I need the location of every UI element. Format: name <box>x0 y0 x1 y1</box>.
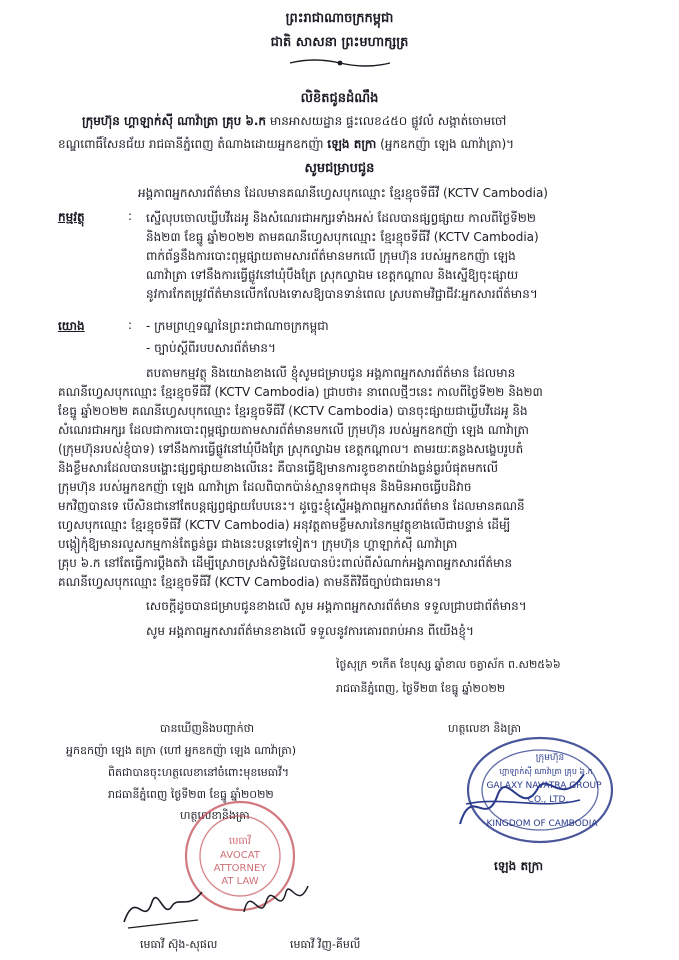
subject-line: និង២៣ ខែធ្នូ ឆ្នាំ២០២២ តាមគណនីហ្វេសបុកឈ្មោះ ខ្មែរខ្មុចទីធីវី (KCTV Cambodia) <box>146 230 539 244</box>
subject-line: ស្នើលុបចោលឃ្លីបវីដេអូ និងសំណេរជាអក្សរទាំងអស់ ដែលបានផ្សព្វផ្សាយ កាលពីថ្ងៃទី២២ <box>146 211 536 225</box>
national-motto: ជាតិ សាសនា ព្រះមហាក្សត្រ <box>270 35 409 50</box>
solar-date: រាជធានីភ្នំពេញ, ថ្ងៃទី២៣ ខែធ្នូ ឆ្នាំ២០២២ <box>336 682 506 695</box>
body-line: គណនីហ្វេសបុកឈ្មោះ ខ្មែរខ្មុចទីធីវី (KCTV Cambodia) តាមនីតិវិធីច្បាប់ជាធរមាន។ <box>58 575 442 589</box>
lawyer-name-1: មេធាវី ស៊ុង-សុផល <box>140 938 218 951</box>
body-line: ខែធ្នូ ឆ្នាំ២០២២ គណនីហ្វេសបុកឈ្មោះ ខ្មែរខ្មុចទីធីវី (KCTV Cambodia) បានចុះផ្សាយជាឃ្លីបវីដេអូ និង <box>58 404 528 418</box>
lawyer-name-2: មេធាវី វិញ-គីមលី <box>290 938 361 951</box>
recipient: អង្គភាពអ្នកសារព័ត៌មាន ដែលមានគណនីហ្វេសបុកឈ្មោះ ខ្មែរខ្មុចទីធីវី (KCTV Cambodia) <box>138 186 548 200</box>
reference-item: - ក្រមព្រហ្មទណ្ឌនៃព្រះរាជាណាចក្រកម្ពុជា <box>146 319 329 333</box>
lawyer-stamp-text: AT LAW <box>221 876 259 887</box>
company-name: ក្រុមហ៊ុន ហ្គាឡាក់ស៊ី ណាវ៉ាត្រា គ្រុប ៦.ក <box>82 114 267 128</box>
certification-seen: បានឃើញនិងបញ្ជាក់ថា <box>160 722 255 735</box>
certification-date: រាជធានីភ្នំពេញ ថ្ងៃទី២៣ ខែធ្នូ ឆ្នាំ២០២២ <box>108 788 274 801</box>
kingdom-heading: ព្រះរាជាណាចក្រកម្ពុជា <box>285 11 394 26</box>
representative-alias: (អ្នកឧកញ៉ា ឡេង ណាវ៉ាត្រា)។ <box>376 137 515 151</box>
reference-colon: : <box>128 318 133 332</box>
lawyer-signature-2-icon <box>236 872 316 932</box>
representative-name: ឡេង តក្រា <box>327 137 377 151</box>
document-title: លិខិតជូនដំណឹង <box>300 91 379 106</box>
reference-item: - ច្បាប់ស្តីពីរបបសារព័ត៌មាន។ <box>146 341 276 355</box>
subject-colon: : <box>128 209 133 223</box>
certification-sign-label: ហត្ថលេខានិងត្រា <box>180 809 250 822</box>
lawyer-stamp-khmer: មេធាវី <box>228 836 252 847</box>
body-line: មកវិញបានទេ បើសិនជានៅតែបន្តផ្សព្វផ្សាយបែបនេះ។ ដូច្នេះខ្ញុំស្នើអង្គភាពអ្នកសារព័ត៌មាន ដែលមានគណនី <box>58 499 525 513</box>
stamp-company-suffix: CO., LTD. <box>527 795 569 805</box>
body-line: គ្រុប ៦.ក នៅតែធ្វើការប្តឹងតវ៉ា ដើម្បីស្រោចស្រង់សិទ្ធិដែលបានប៉ះពាល់ពីសំណាក់អង្គភាពអ្នកសារព័ត៌មាន <box>58 556 513 570</box>
subject-line: ពាក់ព័ន្ធនឹងការបោះពុម្ពផ្សាយតាមសារព័ត៌មានមកលើ ក្រុមហ៊ុន របស់អ្នកឧកញ៉ា ឡេង <box>146 249 516 263</box>
stamp-company: GALAXY NAVATRA GROUP <box>486 781 602 791</box>
lawyer-stamp-text: ATTORNEY <box>213 863 267 874</box>
body-line: តបតាមកម្មវត្ថុ និងយោងខាងលើ ខ្ញុំសូមជម្រាបជូន អង្គភាពអ្នកសារព័ត៌មាន ដែលមាន <box>146 366 516 380</box>
greeting: សូមជម្រាបជូន <box>304 161 375 176</box>
certification-person: អ្នកឧកញ៉ា ឡេង តក្រា (ហៅ អ្នកឧកញ៉ា ឡេង ណាវ៉ាត្រា) <box>66 744 297 757</box>
certification-statement: ពិតជាបានចុះហត្ថលេខានៅចំពោះមុខមេធាវី។ <box>108 766 290 779</box>
signatory-name: ឡេង តក្រា <box>494 859 544 873</box>
body-line: ហ្វេសបុកឈ្មោះ ខ្មែរខ្មុចទីធីវី (KCTV Cambodia) អនុវត្តតាមខ្លឹមសារនៃកម្មវត្ថុខាងលើជាបន្ទាន់ ដើម្បី <box>58 518 511 532</box>
stamp-top-text: ក្រុមហ៊ុន <box>535 753 565 763</box>
intro-line-1 <box>82 113 506 131</box>
reference-label: យោង <box>58 319 85 333</box>
closing-line-1: សេចក្តីដូចបានជម្រាបជូនខាងលើ សូម អង្គភាពអ្នកសារព័ត៌មាន ទទួលជ្រាបជាព័ត៌មាន។ <box>146 599 527 613</box>
lawyer-stamp-text: AVOCAT <box>220 850 260 861</box>
lunar-date: ថ្ងៃសុក្រ ១កើត ខែបុស្ស ឆ្នាំខាល ចត្វាស័ក ព.ស២៥៦៦ <box>336 658 561 671</box>
subject-line: ណាវ៉ាត្រា ទៅនឹងការធ្វើផ្លូវនៅឃុំបឹងត្រែ ស្រុកល្វាឯម ខេត្តកណ្តាល និងស្នើឱ្យចុះផ្សាយ <box>146 268 519 282</box>
subject-line: នូវការកែតម្រូវព័ត៌មានលើកលែងទោសឱ្យបានទាន់ពេល ស្របតាមវិជ្ជាជីវៈអ្នកសារព័ត៌មាន។ <box>146 287 538 301</box>
stamp-country: KINGDOM OF CAMBODIA <box>486 819 598 829</box>
stamp-code: ហ្គាឡាក់ស៊ី ណាវ៉ាត្រា គ្រុប ៦.ក <box>499 767 593 776</box>
letter-body <box>58 364 626 592</box>
intro-line-2 <box>58 136 514 154</box>
body-line: ក្រុមហ៊ុន របស់អ្នកឧកញ៉ា ឡេង ណាវ៉ាត្រា ដែលពិបាកប៉ាន់ស្មានទុកជាមុន និងមិនអាចធ្វើបដិវាច <box>58 480 472 494</box>
decorative-divider-icon <box>288 56 392 70</box>
intro-district: ខណ្ឌពោធិ៍សែនជ័យ រាជធានីភ្នំពេញ តំណាងដោយអ្នកឧកញ៉ា <box>58 137 328 151</box>
lawyer-signature-1-icon <box>118 880 208 936</box>
body-line: និងខ្លឹមសារដែលបានបង្ហោះផ្សព្វផ្សាយខាងលើនេះ គឺបានធ្វើឱ្យមានការខូចខាតយ៉ាងធ្ងន់ធ្ងរបំផុតមកលើ <box>58 461 499 475</box>
subject-label: កម្មវត្ថុ <box>58 210 85 224</box>
company-signature-icon <box>452 764 592 834</box>
body-line: សំណេរជាអក្សរ ដែលជាការបោះពុម្ពផ្សាយតាមសារព័ត៌មានមកលើ ក្រុមហ៊ុន របស់អ្នកឧកញ៉ា ឡេង ណាវ៉ាត្រា <box>58 423 529 437</box>
company-address: មានអាសយដ្ឋាន ផ្ទះលេខ៤៥០ ផ្លូវលំ សង្កាត់ចោមចៅ <box>266 114 507 128</box>
body-line: បង្កៀកុំឱ្យមានរលួសកម្មកាន់តែធ្ងន់ធ្ងរ ជាងនេះបន្តទៅទៀត។ ក្រុមហ៊ុន ហ្គាឡាក់ស៊ី ណាវ៉ាត្រា <box>58 537 458 551</box>
signatory-label: ហត្ថលេខា និងត្រា <box>448 722 522 735</box>
subject-body <box>146 209 624 304</box>
closing-line-2: សូម អង្គភាពអ្នកសារព័ត៌មានខាងលើ ទទួលនូវការគោរពរាប់អាន ពីយើងខ្ញុំ។ <box>146 624 474 638</box>
body-line: គណនីហ្វេសបុកឈ្មោះ ខ្មែរខ្មុចទីធីវី (KCTV Cambodia) ជ្រាបថា៖ នាពេលថ្មីៗនេះ កាលពីថ្ងៃទី២២ និង២៣ <box>58 385 543 399</box>
body-line: (ក្រុមហ៊ុនរបស់ខ្ញុំបាទ) ទៅនឹងការធ្វើផ្លូវនៅឃុំបឹងត្រែ ស្រុកល្វាឯម ខេត្តកណ្តាល។ តាមរយៈគន្លងសង្ខេបរូបតំ <box>58 442 524 456</box>
